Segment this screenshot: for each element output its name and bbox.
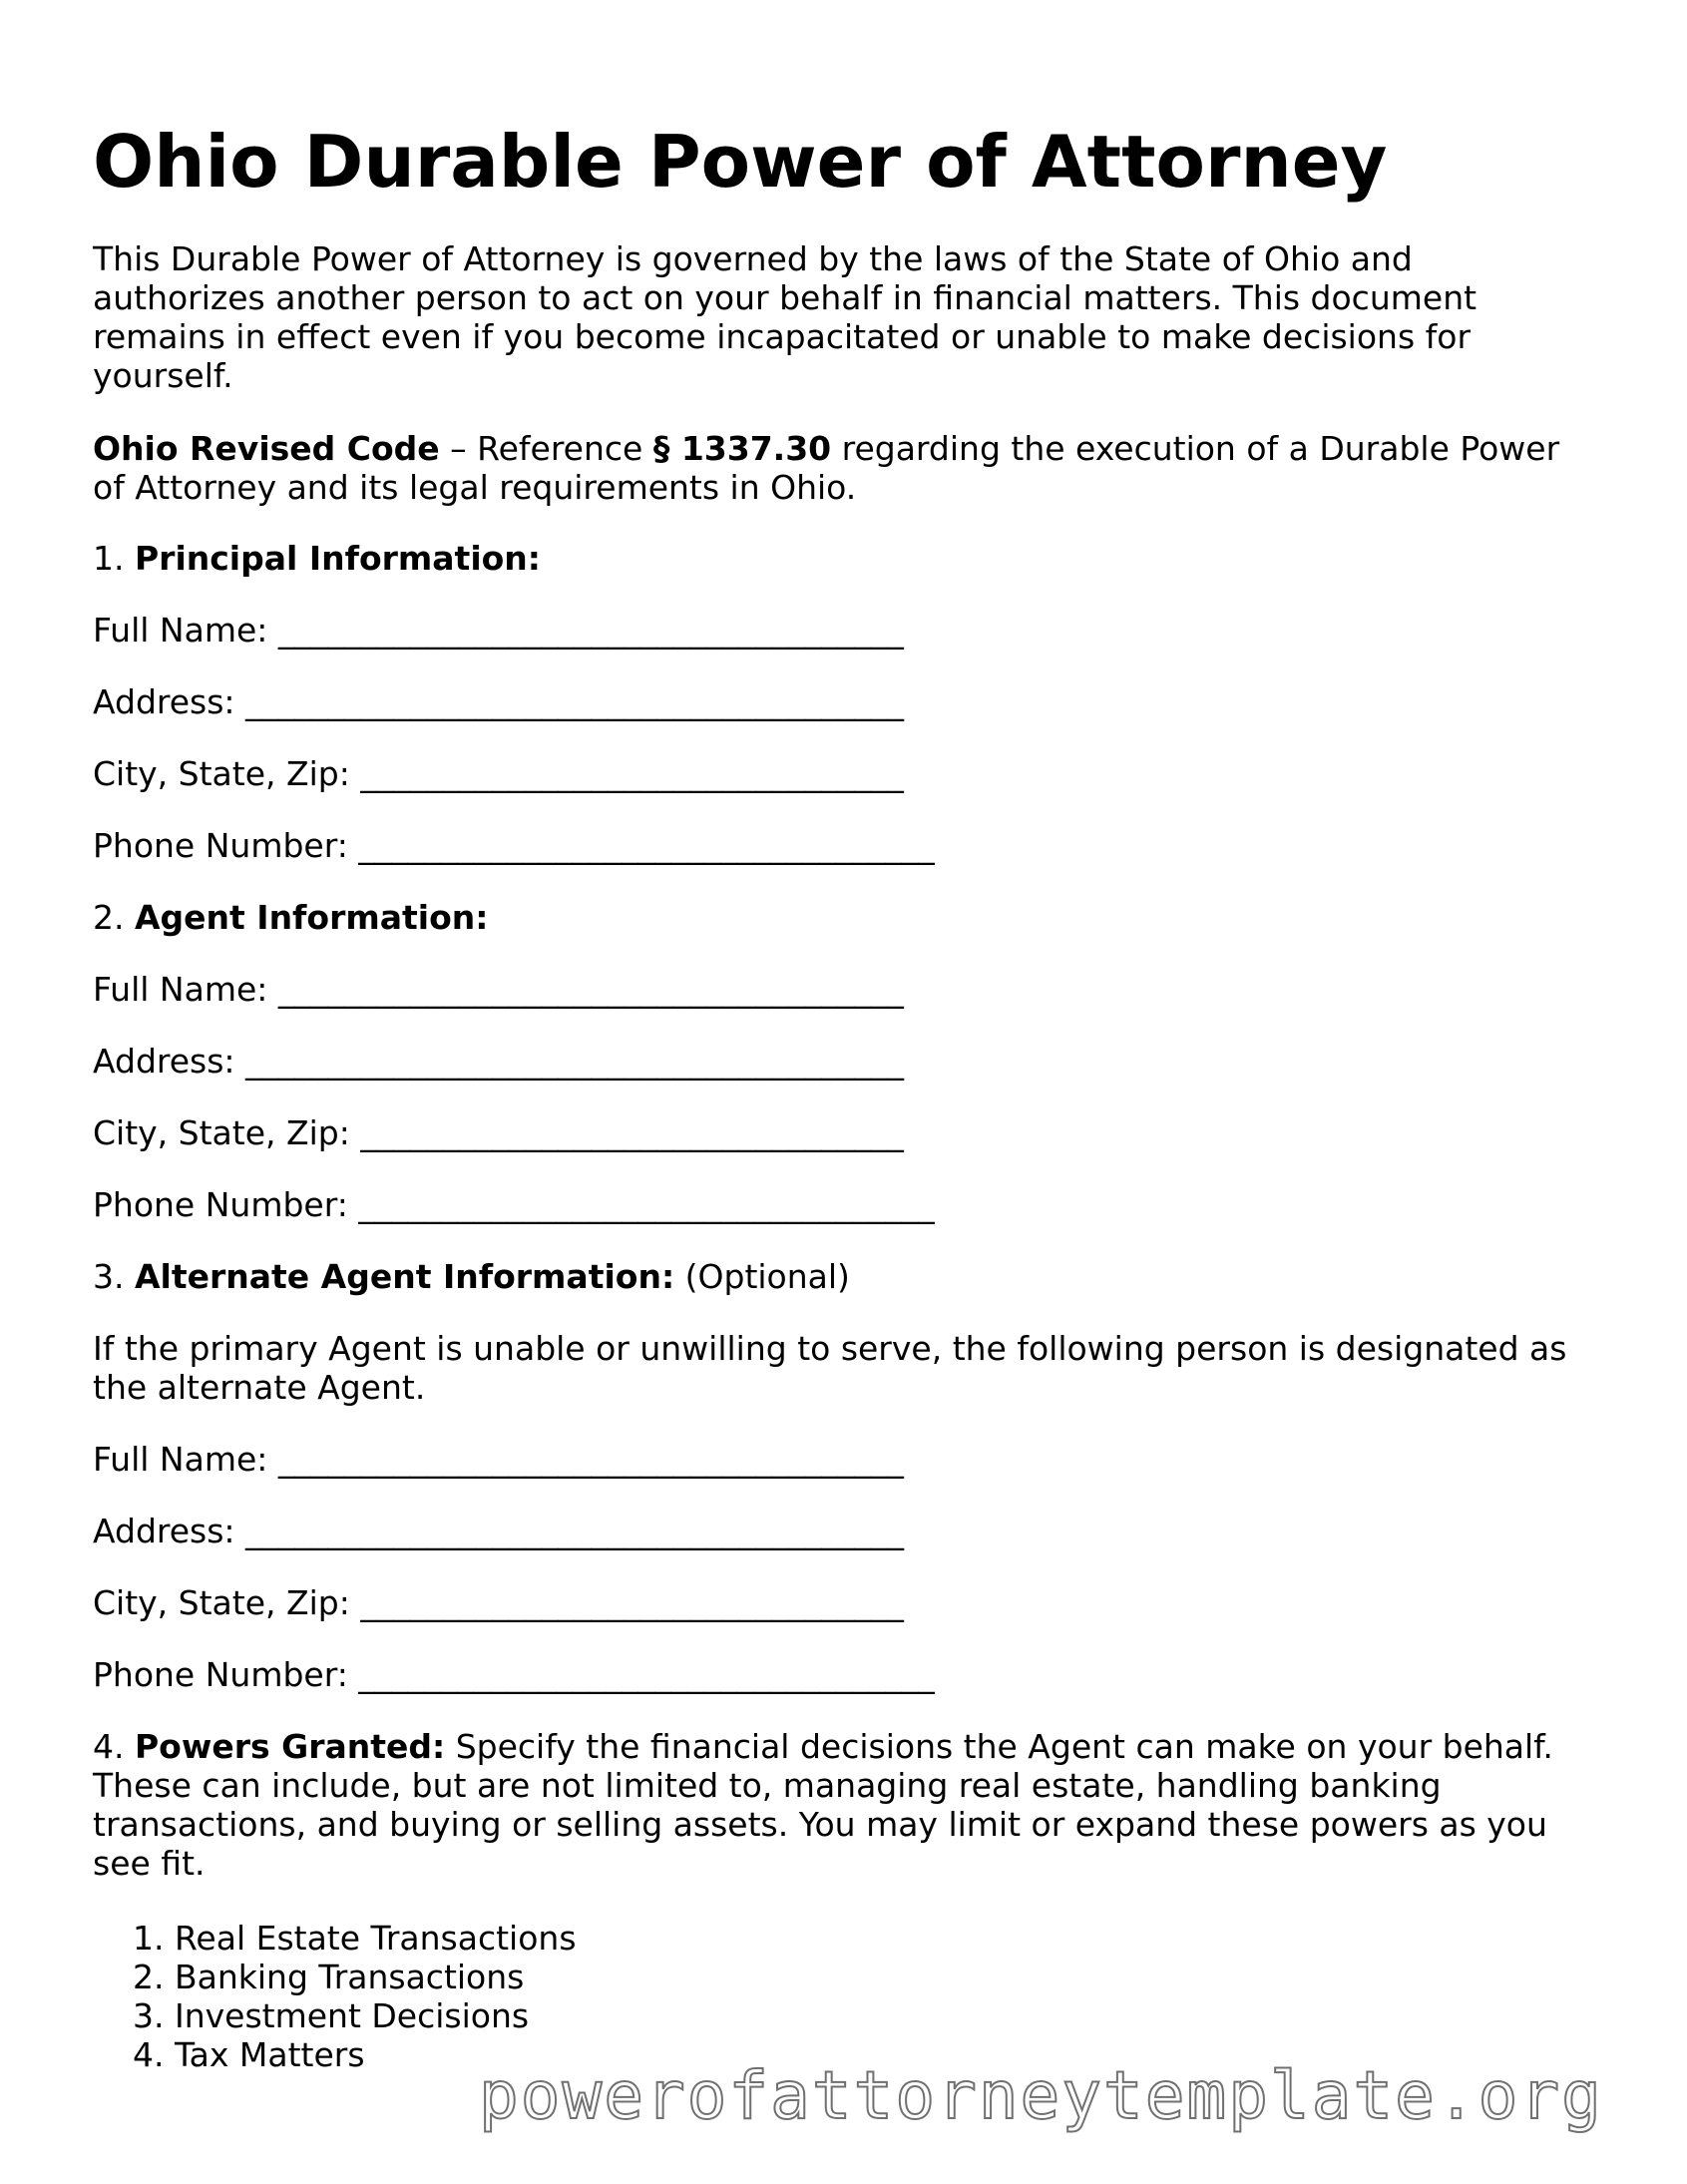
agent-city-field[interactable]: City, State, Zip: _________________________________ xyxy=(93,1113,904,1152)
section-number: 3. xyxy=(93,1257,135,1296)
section-number: 4. xyxy=(93,1727,135,1766)
section-number: 2. xyxy=(93,898,135,937)
powers-description: Specify the financial decisions the Agent can make on your behalf. These can include, but are not limited to, managing real estate, handling banking transactions, and buying or selling assets. You may limit or expand these powers as you see fit. xyxy=(93,1727,1553,1883)
section-title: Alternate Agent Information: xyxy=(134,1257,675,1296)
principal-city-field[interactable]: City, State, Zip: _________________________________ xyxy=(93,754,904,793)
alternate-heading xyxy=(93,1257,850,1296)
alternate-description: If the primary Agent is unable or unwilling to serve, the following person is designated as the alternate Agent. xyxy=(93,1329,1567,1407)
alternate-phone-field[interactable]: Phone Number: ___________________________________ xyxy=(93,1655,935,1694)
powers-paragraph xyxy=(93,1727,1589,1883)
code-section: § 1337.30 xyxy=(652,429,832,468)
section-number: 1. xyxy=(93,539,135,578)
list-item: 2. Banking Transactions xyxy=(133,1958,525,1996)
alternate-city-field[interactable]: City, State, Zip: _________________________________ xyxy=(93,1583,904,1622)
intro-paragraph: This Durable Power of Attorney is governed by the laws of the State of Ohio and authorizes another person to act on your behalf in financial matters. This document remains in effect even if you become incapacitated or unable to make decisions for yourself. xyxy=(93,239,1477,395)
alternate-address-field[interactable]: Address: ________________________________________ xyxy=(93,1512,905,1550)
section-title: Agent Information: xyxy=(134,898,489,937)
code-pre: – Reference xyxy=(439,429,653,468)
agent-heading xyxy=(93,898,488,937)
agent-full-name-field[interactable]: Full Name: ______________________________________ xyxy=(93,970,904,1009)
principal-phone-field[interactable]: Phone Number: ___________________________________ xyxy=(93,826,935,865)
powers-list xyxy=(133,1919,577,2074)
code-label: Ohio Revised Code xyxy=(93,429,440,468)
document-title: Ohio Durable Power of Attorney xyxy=(93,120,1388,204)
alternate-full-name-field[interactable]: Full Name: ______________________________________ xyxy=(93,1440,904,1479)
agent-address-field[interactable]: Address: ________________________________________ xyxy=(93,1042,905,1081)
revised-code-paragraph xyxy=(93,429,1589,507)
agent-phone-field[interactable]: Phone Number: ___________________________________ xyxy=(93,1185,935,1224)
principal-heading xyxy=(93,539,541,578)
code-post: regarding the execution of a Durable Power of Attorney and its legal requirements in Ohio. xyxy=(93,429,1560,507)
section-title: Principal Information: xyxy=(134,539,541,578)
principal-full-name-field[interactable]: Full Name: ______________________________________ xyxy=(93,611,904,650)
list-item: 4. Tax Matters xyxy=(133,2035,365,2074)
section-title: Powers Granted: xyxy=(134,1727,446,1766)
list-item: 1. Real Estate Transactions xyxy=(133,1919,577,1958)
principal-address-field[interactable]: Address: ________________________________________ xyxy=(93,682,905,721)
watermark: powerofattorneytemplate.org xyxy=(479,2057,1603,2134)
optional-note: (Optional) xyxy=(674,1257,850,1296)
list-item: 3. Investment Decisions xyxy=(133,1996,530,2035)
